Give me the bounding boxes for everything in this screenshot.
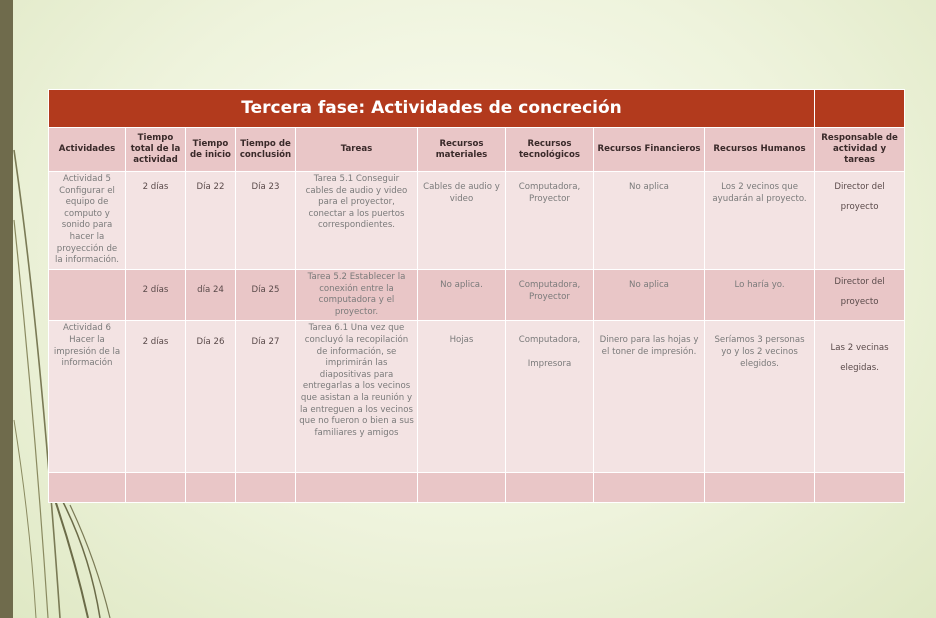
cell-tecnologicos: Computadora, Proyector	[506, 270, 594, 321]
table-row	[49, 172, 905, 270]
table-row-empty	[49, 473, 905, 503]
cell-tiempo-total: 2 días	[126, 172, 186, 270]
cell-materiales: Hojas	[418, 321, 506, 473]
cell-empty	[594, 473, 705, 503]
tecnologicos-line-2: Impresora	[527, 358, 572, 369]
cell-responsable: Director del proyecto	[815, 270, 905, 321]
cell-empty	[126, 473, 186, 503]
cell-actividad: Actividad 5 Configurar el equipo de computo y sonido para hacer la proyección de la información.	[49, 172, 126, 270]
cell-financieros: No aplica	[594, 270, 705, 321]
table-title-cell	[49, 90, 815, 128]
cell-tareas: Tarea 6.1 Una vez que concluyó la recopilación de información, se imprimirán las diapositivas para entregarlas a los vecinos que asistan a la reunión y la entreguen a los vecinos que no fueron o bien a sus familiares y amigos	[296, 321, 418, 473]
header-recursos-humanos: Recursos Humanos	[705, 128, 815, 172]
cell-financieros: No aplica	[594, 172, 705, 270]
cell-humanos: Los 2 vecinos que ayudarán al proyecto.	[705, 172, 815, 270]
cell-empty	[705, 473, 815, 503]
header-actividades: Actividades	[49, 128, 126, 172]
cell-tareas: Tarea 5.2 Establecer la conexión entre la computadora y el proyector.	[296, 270, 418, 321]
cell-actividad: Actividad 6 Hacer la impresión de la información	[49, 321, 126, 473]
header-tiempo-inicio: Tiempo de inicio	[186, 128, 236, 172]
cell-materiales: Cables de audio y video	[418, 172, 506, 270]
cell-inicio: Día 26	[186, 321, 236, 473]
cell-conclusion: Día 23	[236, 172, 296, 270]
table-row	[49, 270, 905, 321]
cell-empty	[815, 473, 905, 503]
cell-empty	[236, 473, 296, 503]
tecnologicos-line-1: Computadora,	[518, 335, 581, 346]
header-recursos-materiales: Recursos materiales	[418, 128, 506, 172]
cell-tiempo-total: 2 días	[126, 321, 186, 473]
cell-empty	[418, 473, 506, 503]
header-tiempo-conclusion: Tiempo de conclusión	[236, 128, 296, 172]
header-recursos-financieros: Recursos Financieros	[594, 128, 705, 172]
cell-empty	[506, 473, 594, 503]
header-recursos-tecnologicos: Recursos tecnológicos	[506, 128, 594, 172]
cell-inicio: Día 22	[186, 172, 236, 270]
cell-responsable: Director del proyecto	[815, 172, 905, 270]
activities-table	[48, 89, 905, 503]
cell-conclusion: Día 27	[236, 321, 296, 473]
cell-actividad	[49, 270, 126, 321]
cell-financieros: Dinero para las hojas y el toner de impresión.	[594, 321, 705, 473]
header-tareas: Tareas	[296, 128, 418, 172]
table-title: Tercera fase: Actividades de concreción	[241, 98, 622, 119]
cell-materiales: No aplica.	[418, 270, 506, 321]
header-responsable: Responsable de actividad y tareas	[815, 128, 905, 172]
header-tiempo-total: Tiempo total de la actividad	[126, 128, 186, 172]
cell-conclusion: Día 25	[236, 270, 296, 321]
cell-empty	[186, 473, 236, 503]
cell-tareas: Tarea 5.1 Conseguir cables de audio y video para el proyector, conectar a los puertos correspondientes.	[296, 172, 418, 270]
cell-humanos: Seríamos 3 personas yo y los 2 vecinos elegidos.	[705, 321, 815, 473]
cell-inicio: día 24	[186, 270, 236, 321]
cell-tecnologicos	[506, 321, 594, 473]
cell-empty	[49, 473, 126, 503]
activities-table-container	[48, 89, 904, 503]
title-empty-cell	[815, 90, 905, 128]
cell-responsable: Las 2 vecinas elegidas.	[815, 321, 905, 473]
cell-tecnologicos: Computadora, Proyector	[506, 172, 594, 270]
cell-empty	[296, 473, 418, 503]
header-row	[49, 128, 905, 172]
cell-tiempo-total: 2 días	[126, 270, 186, 321]
table-row	[49, 321, 905, 473]
title-row	[49, 90, 905, 128]
cell-humanos: Lo haría yo.	[705, 270, 815, 321]
